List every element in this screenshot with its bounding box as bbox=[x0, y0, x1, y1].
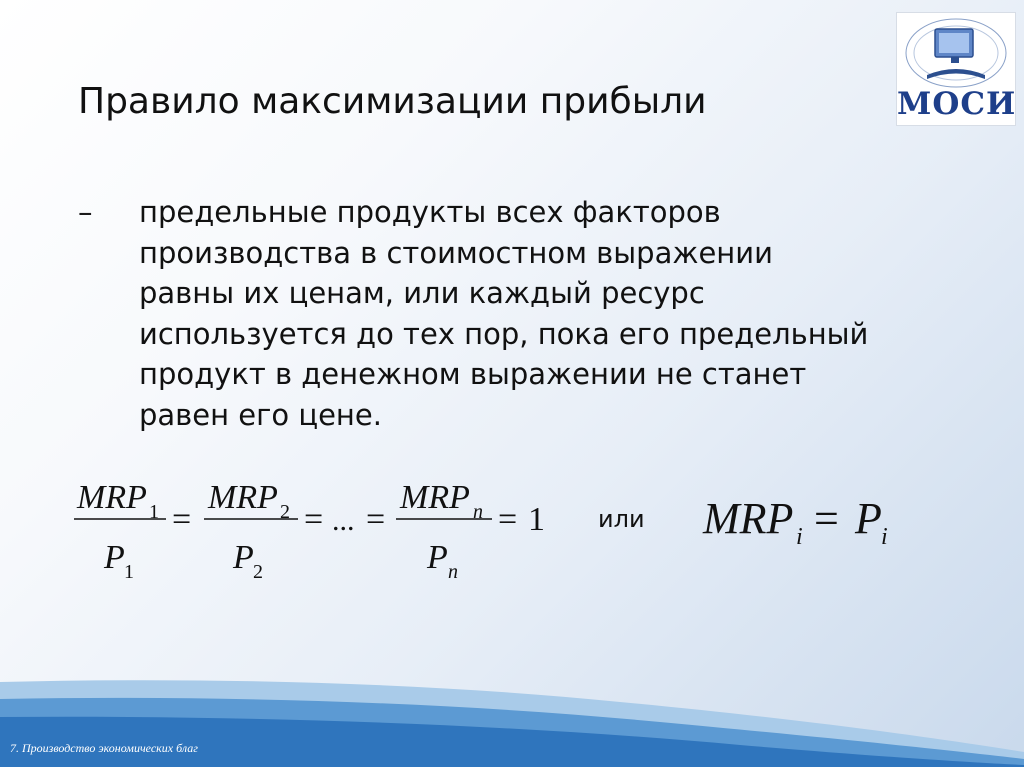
equals-5: = bbox=[814, 494, 839, 543]
numerator-mrp-2: MRP bbox=[208, 479, 278, 516]
equals-one: 1 bbox=[528, 501, 545, 538]
denominator-sub-2: 2 bbox=[253, 561, 263, 583]
p-i-sub: i bbox=[881, 524, 888, 550]
logo-emblem bbox=[897, 13, 1015, 93]
ellipsis: ... bbox=[332, 504, 355, 537]
equals-3: = bbox=[366, 501, 386, 538]
numerator-sub-n: n bbox=[473, 501, 483, 523]
p-i: P bbox=[855, 494, 882, 543]
denominator-sub-1: 1 bbox=[124, 561, 134, 583]
equals-4: = bbox=[498, 501, 518, 538]
mrp-i: MRP bbox=[703, 494, 794, 543]
numerator-sub-1: 1 bbox=[149, 501, 159, 523]
numerator-mrp-n: MRP bbox=[400, 479, 470, 516]
formula-equality bbox=[60, 466, 960, 596]
equals-1: = bbox=[172, 501, 192, 538]
equals-2: = bbox=[304, 501, 324, 538]
bullet-marker: – bbox=[78, 195, 93, 229]
or-label: или bbox=[598, 505, 645, 533]
numerator-mrp-1: MRP bbox=[77, 479, 147, 516]
denominator-sub-n: n bbox=[448, 561, 458, 583]
logo-text: МОСИ bbox=[897, 86, 1017, 122]
slide-title: Правило максимизации прибыли bbox=[78, 81, 707, 122]
bullet-text: предельные продукты всех факторов производства в стоимостном выражении равны их ценам, или каждый ресурс используется до тех пор, пока его предельный продукт в денежном выражении не станет равен его цене. bbox=[139, 195, 869, 432]
numerator-sub-2: 2 bbox=[280, 501, 290, 523]
mosi-logo bbox=[896, 12, 1016, 126]
denominator-p-2: P bbox=[233, 539, 254, 576]
footer-text: 7. Производство экономических благ bbox=[10, 741, 198, 755]
denominator-p-n: P bbox=[427, 539, 448, 576]
mrp-i-sub: i bbox=[796, 524, 803, 550]
denominator-p-1: P bbox=[104, 539, 125, 576]
